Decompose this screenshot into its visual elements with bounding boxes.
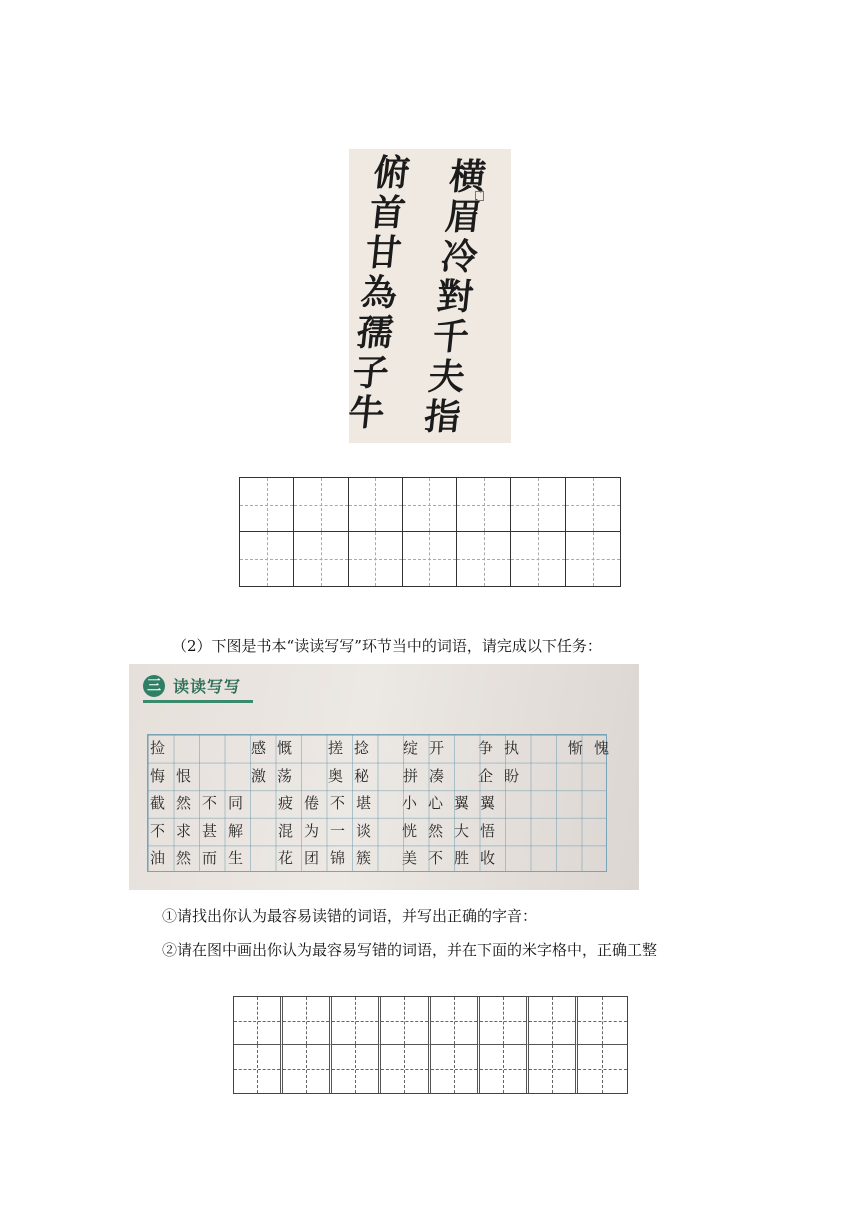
grid-cell[interactable] [457, 478, 511, 532]
calligraphy-char: 為 [358, 272, 400, 314]
grid-cell[interactable] [431, 1045, 480, 1093]
vocab-word: 花团锦簇 [278, 849, 383, 868]
question-2-text: （2）下图是书本“读读写写”环节当中的词语，请完成以下任务： [172, 637, 602, 655]
grid-cell[interactable] [529, 1045, 578, 1093]
vocab-word: 奥秘 [328, 766, 381, 785]
vocab-word: 油然而生 [150, 849, 255, 868]
vocab-word: 感慨 [251, 739, 304, 757]
task-2-text: ②请在图中画出你认为最容易写错的词语，并在下面的米字格中，正确工整 [162, 941, 658, 959]
title-underline [143, 700, 253, 703]
section-badge: 三 [143, 675, 165, 697]
photo-header [143, 674, 241, 697]
calligraphy-scroll-image [346, 149, 511, 443]
vocab-word: 激荡 [251, 766, 304, 785]
calligraphy-char: 甘 [362, 232, 404, 274]
writing-grid-2 [233, 996, 628, 1094]
vocab-word: 混为一谈 [278, 821, 383, 840]
vocab-word: 截然不同 [150, 794, 255, 813]
grid-cell[interactable] [529, 997, 578, 1045]
grid-cell[interactable] [332, 997, 381, 1045]
grid-cell[interactable] [457, 532, 511, 586]
vocab-word: 绽开 [403, 739, 456, 757]
grid-cell[interactable] [403, 532, 457, 586]
grid-cell[interactable] [403, 478, 457, 532]
calligraphy-char: 指 [422, 396, 463, 438]
grid-cell[interactable] [294, 478, 348, 532]
grid-cell[interactable] [480, 1045, 529, 1093]
grid-cell[interactable] [431, 997, 480, 1045]
word-table [147, 734, 621, 872]
vocab-word: 悔恨 [150, 766, 203, 785]
calligraphy-char: 牛 [346, 392, 387, 434]
grid-cell[interactable] [240, 532, 294, 586]
grid-cell[interactable] [566, 478, 620, 532]
vocab-word: 拼凑 [403, 766, 456, 785]
vocab-word: 捡 [150, 739, 177, 757]
grid-cell[interactable] [578, 997, 627, 1045]
grid-cell[interactable] [332, 1045, 381, 1093]
grid-cell[interactable] [234, 997, 283, 1045]
calligraphy-char: 俯 [371, 152, 412, 194]
vocab-word: 疲倦不堪 [278, 794, 383, 813]
grid-cell[interactable] [566, 532, 620, 586]
calligraphy-char: 眉 [443, 196, 484, 238]
grid-cell[interactable] [511, 478, 565, 532]
vocab-word: 小心翼翼 [402, 794, 507, 813]
grid-cell[interactable] [578, 1045, 627, 1093]
vocab-word: 惭愧 [568, 739, 621, 757]
textbook-photo [129, 664, 639, 890]
grid-cell[interactable] [283, 997, 332, 1045]
vocab-word: 不求甚解 [150, 821, 255, 840]
calligraphy-char: 冷 [438, 236, 480, 278]
grid-cell[interactable] [294, 532, 348, 586]
seal-mark [475, 191, 484, 201]
section-title: 读读写写 [173, 677, 242, 696]
writing-grid-1 [239, 477, 621, 587]
grid-cell[interactable] [511, 532, 565, 586]
grid-cell[interactable] [381, 997, 430, 1045]
calligraphy-char: 孺 [354, 312, 396, 354]
grid-cell[interactable] [283, 1045, 332, 1093]
calligraphy-char: 首 [367, 192, 408, 234]
vocab-word: 争执 [478, 739, 531, 757]
grid-cell[interactable] [480, 997, 529, 1045]
vocab-word: 企盼 [478, 766, 531, 785]
grid-cell[interactable] [234, 1045, 283, 1093]
grid-cell[interactable] [349, 532, 403, 586]
grid-cell[interactable] [381, 1045, 430, 1093]
calligraphy-char: 千 [430, 316, 472, 358]
grid-cell[interactable] [349, 478, 403, 532]
calligraphy-char: 子 [350, 352, 391, 394]
calligraphy-char: 横 [447, 156, 488, 198]
grid-cell[interactable] [240, 478, 294, 532]
vocab-word: 恍然大悟 [402, 821, 507, 840]
task-1-text: ①请找出你认为最容易读错的词语，并写出正确的字音： [162, 907, 538, 925]
calligraphy-char: 對 [434, 276, 476, 318]
vocab-word: 美不胜收 [402, 849, 507, 868]
vocab-word: 搓捻 [328, 739, 381, 757]
calligraphy-char: 夫 [426, 356, 467, 398]
calligraphy-left-column [346, 153, 411, 433]
